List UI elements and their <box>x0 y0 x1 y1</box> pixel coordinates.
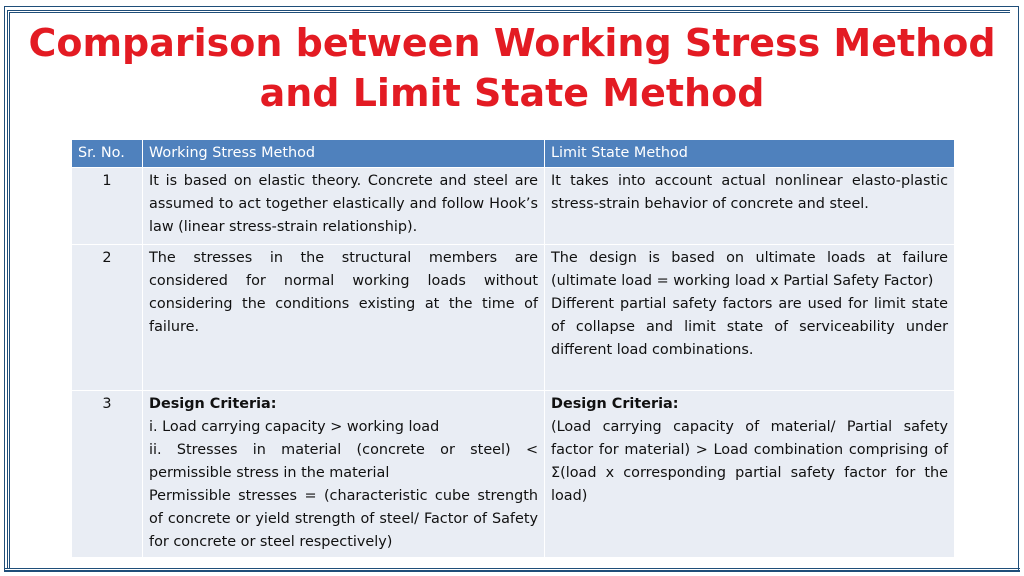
wsm-text: Permissible stresses = (characteristic cube strength of concrete or yield strength of steel/ Factor of Safety for concrete or steel respectively) <box>149 488 538 550</box>
row-number: 2 <box>72 245 143 391</box>
lsm-cell <box>545 245 955 391</box>
header-sr-no: Sr. No. <box>72 140 143 168</box>
title-line-2: and Limit State Method <box>259 71 765 115</box>
row-number: 3 <box>72 391 143 558</box>
header-working-stress-method: Working Stress Method <box>143 140 545 168</box>
table-row <box>72 391 955 558</box>
lsm-text: The design is based on ultimate loads at failure (ultimate load = working load x Partial Safety Factor) <box>551 250 948 289</box>
wsm-text: It is based on elastic theory. Concrete and steel are assumed to act together elastically and follow Hook’s law (linear stress-strain relationship). <box>149 173 538 235</box>
lsm-heading: Design Criteria: <box>551 396 679 412</box>
row-number: 1 <box>72 168 143 245</box>
table-row <box>72 245 955 391</box>
bottom-rule <box>4 568 1020 572</box>
lsm-text: Different partial safety factors are used for limit state of collapse and limit state of serviceability under different load combinations. <box>551 296 948 358</box>
wsm-cell <box>143 391 545 558</box>
wsm-heading: Design Criteria: <box>149 396 277 412</box>
wsm-text: The stresses in the structural members are considered for normal working loads without considering the conditions existing at the time of failure. <box>149 250 538 335</box>
lsm-text: (Load carrying capacity of material/ Partial safety factor for material) > Load combination comprising of Σ(load x corresponding partial safety factor for the load) <box>551 419 948 504</box>
wsm-cell <box>143 168 545 245</box>
comparison-table <box>71 139 955 558</box>
wsm-text: i. Load carrying capacity > working load <box>149 419 440 435</box>
wsm-text: ii. Stresses in material (concrete or steel) < permissible stress in the material <box>149 442 538 481</box>
wsm-cell <box>143 245 545 391</box>
lsm-cell <box>545 391 955 558</box>
header-limit-state-method: Limit State Method <box>545 140 955 168</box>
title-line-1: Comparison between Working Stress Method <box>28 21 996 65</box>
slide-title <box>20 18 1004 118</box>
lsm-text: It takes into account actual nonlinear elasto-plastic stress-strain behavior of concrete and steel. <box>551 173 948 212</box>
lsm-cell <box>545 168 955 245</box>
table-row <box>72 168 955 245</box>
table-header-row <box>72 140 955 168</box>
